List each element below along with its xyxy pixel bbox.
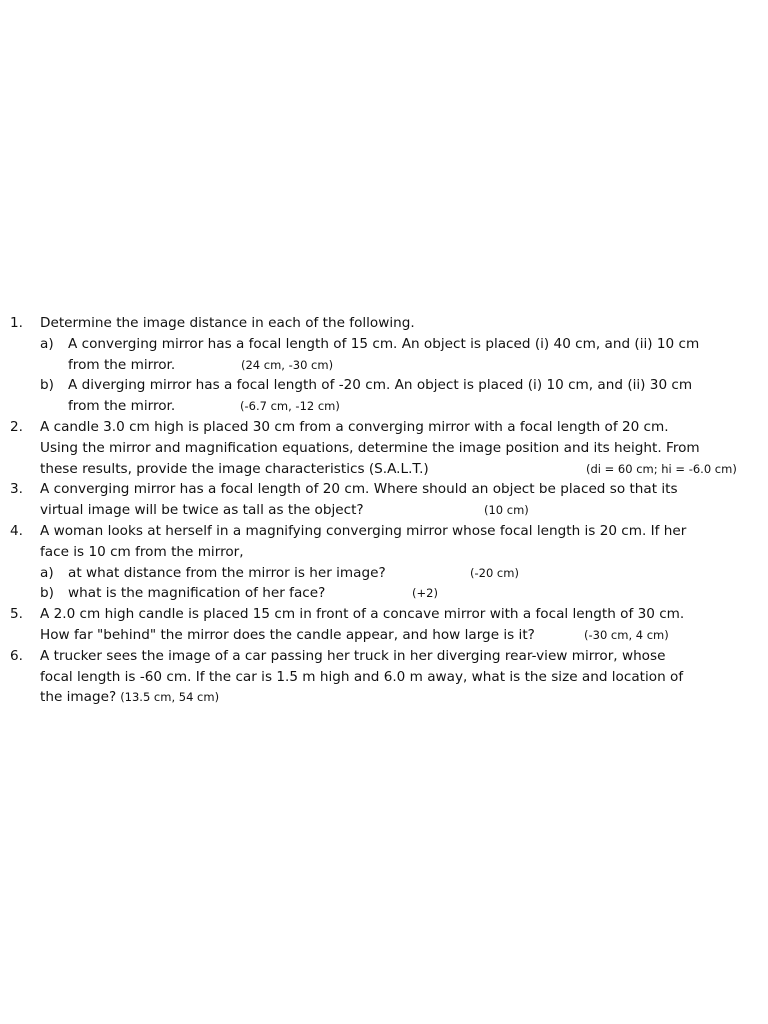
question-number: 3.	[10, 481, 23, 498]
question-number: 1.	[10, 315, 23, 331]
question-number: 4.	[10, 522, 23, 539]
question-text: focal length is -60 cm. If the car is 1.5 m high and 6.0 m away, what is the size and location of	[40, 668, 684, 685]
question-text: A candle 3.0 cm high is placed 30 cm from a converging mirror with a focal length of 20 cm.	[40, 418, 669, 435]
question-text: from the mirror.	[68, 398, 176, 415]
answer-text: (di = 60 cm; hi = -6.0 cm)	[586, 461, 737, 476]
question-3-line-2	[10, 500, 755, 521]
question-text: A woman looks at herself in a magnifying converging mirror whose focal length is 20 cm. If her	[40, 522, 687, 539]
question-5-line-2	[10, 625, 755, 646]
sub-label: a)	[40, 564, 54, 581]
question-1a-line-2	[10, 355, 755, 376]
question-3-line-1	[10, 479, 755, 500]
question-4a-line	[10, 563, 755, 584]
question-number: 5.	[10, 606, 23, 623]
question-text: A trucker sees the image of a car passing her truck in her diverging rear-view mirror, whose	[40, 647, 666, 664]
question-2-line-1	[10, 417, 755, 438]
question-5-line-1	[10, 604, 755, 625]
question-6-line-3	[10, 687, 755, 708]
answer-text: (-20 cm)	[470, 565, 519, 580]
answer-text: (-30 cm, 4 cm)	[584, 627, 669, 642]
sub-label: b)	[40, 585, 54, 602]
question-2-line-2	[10, 438, 755, 459]
question-4b-line	[10, 583, 755, 604]
question-number: 6.	[10, 647, 23, 664]
question-text	[40, 687, 219, 708]
answer-text: (13.5 cm, 54 cm)	[120, 690, 220, 705]
question-number: 2.	[10, 418, 23, 435]
question-1-line	[10, 313, 755, 334]
question-text: face is 10 cm from the mirror,	[40, 543, 244, 560]
answer-text: (-6.7 cm, -12 cm)	[240, 399, 340, 414]
question-text-segment: the image?	[40, 689, 117, 706]
question-4-line-2	[10, 542, 755, 563]
question-text: Using the mirror and magnification equations, determine the image position and its height. From	[40, 439, 700, 456]
sub-label: b)	[40, 377, 54, 394]
question-6-line-1	[10, 646, 755, 667]
question-sheet	[10, 313, 755, 708]
question-text: at what distance from the mirror is her image?	[68, 564, 386, 581]
question-text: A 2.0 cm high candle is placed 15 cm in front of a concave mirror with a focal length of 30 cm.	[40, 606, 685, 623]
answer-text: (24 cm, -30 cm)	[241, 357, 334, 372]
sub-label: a)	[40, 335, 54, 352]
question-1b-line-2	[10, 396, 755, 417]
question-text: virtual image will be twice as tall as the object?	[40, 502, 364, 519]
question-text: what is the magnification of her face?	[68, 585, 326, 602]
question-1a-line-1	[10, 334, 755, 355]
question-6-line-2	[10, 667, 755, 688]
question-text: How far "behind" the mirror does the candle appear, and how large is it?	[40, 626, 535, 643]
question-1b-line-1	[10, 375, 755, 396]
answer-text: (10 cm)	[484, 503, 529, 518]
question-2-line-3	[10, 459, 755, 480]
question-text: Determine the image distance in each of the following.	[40, 315, 415, 331]
answer-text: (+2)	[412, 586, 438, 601]
question-text: from the mirror.	[68, 356, 176, 373]
question-text: A converging mirror has a focal length of 15 cm. An object is placed (i) 40 cm, and (ii) 10 cm	[68, 335, 700, 352]
question-text: these results, provide the image characteristics (S.A.L.T.)	[40, 460, 429, 477]
question-text: A converging mirror has a focal length of 20 cm. Where should an object be placed so that its	[40, 481, 678, 498]
question-text: A diverging mirror has a focal length of -20 cm. An object is placed (i) 10 cm, and (ii) 30 cm	[68, 377, 693, 394]
question-4-line-1	[10, 521, 755, 542]
